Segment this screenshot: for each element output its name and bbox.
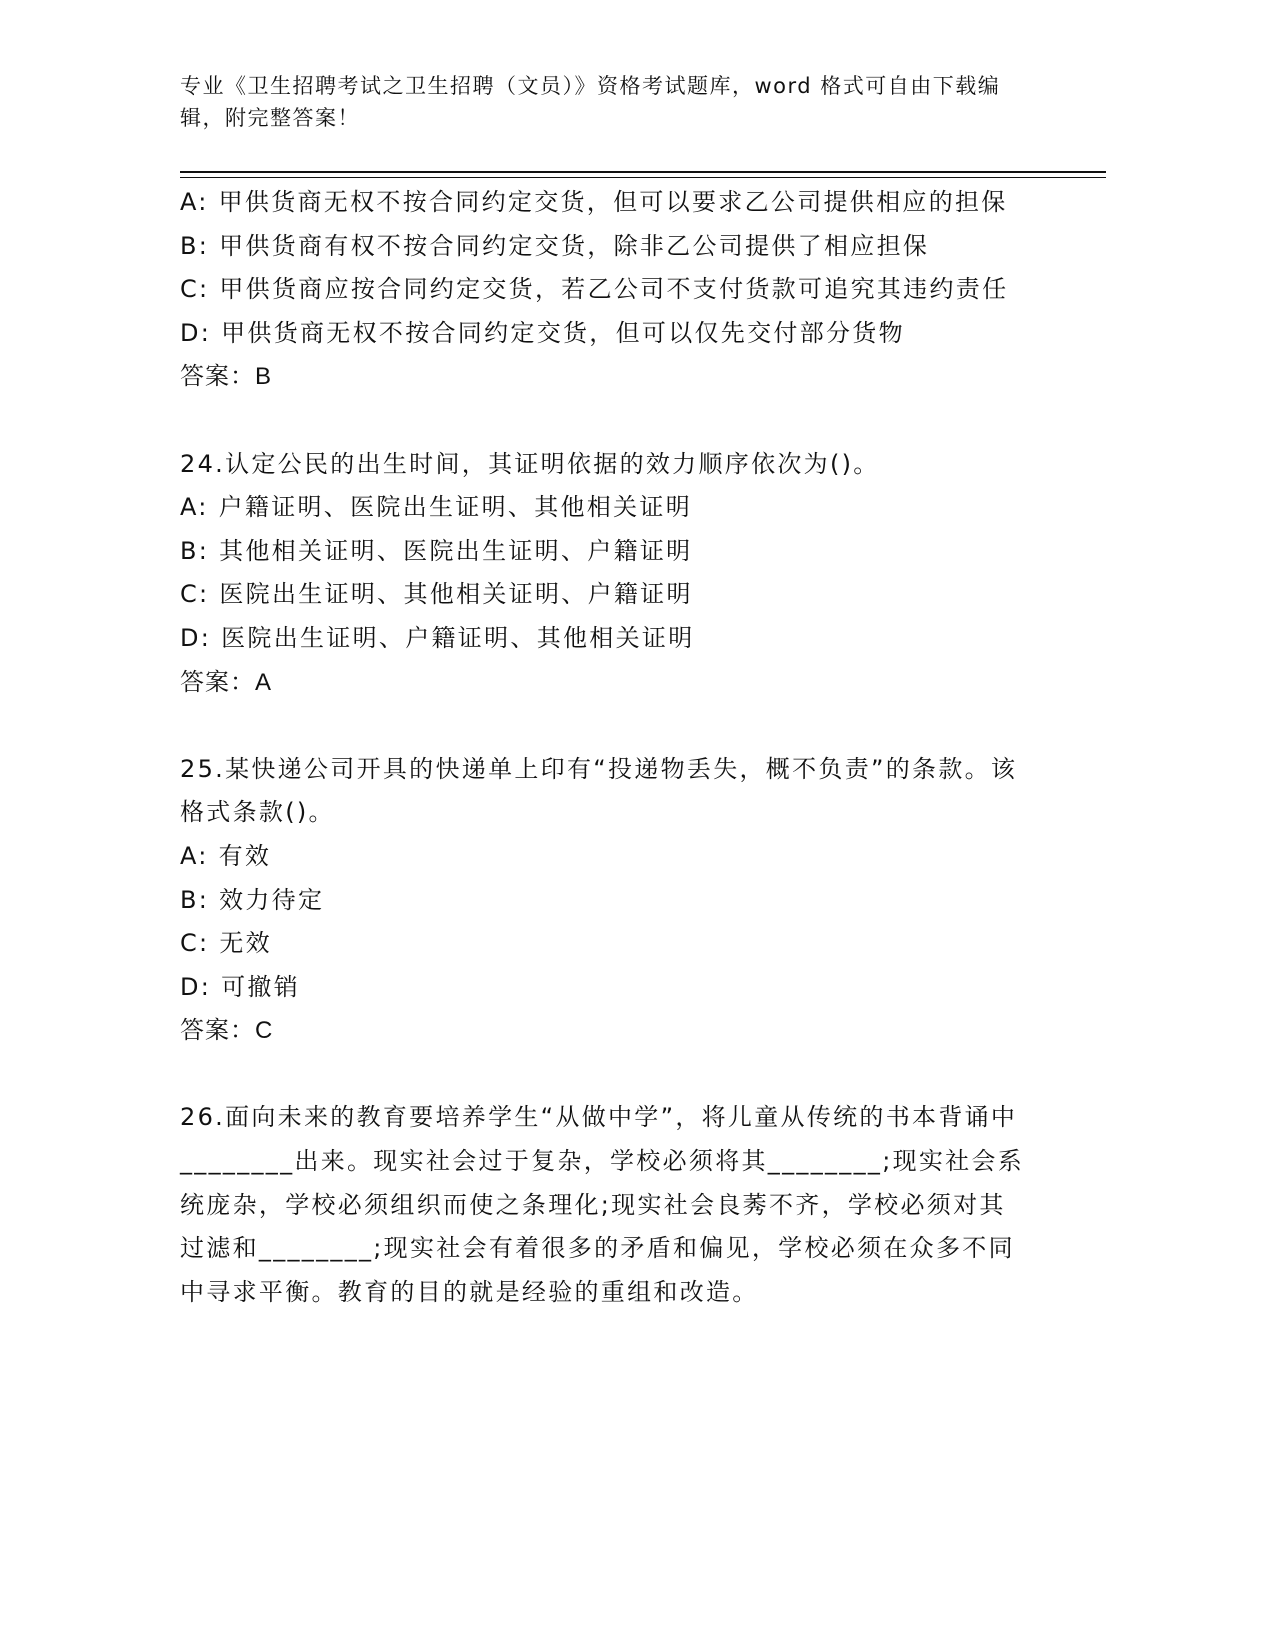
option-a: A: 有效 [180,841,272,870]
question-text: 26.面向未来的教育要培养学生“从做中学”，将儿童从传统的书本背诵中________出来。现实社会过于复杂，学校必须将其________;现实社会系统庞杂，学校必须组织而使之条理化;现实社会良莠不齐，学校必须对其过滤和________;现实社会有着很多的矛盾和偏见，学校必须在众多不同中寻求平衡。教育的目的就是经验的重组和改造。 [180,1103,1025,1306]
option-b: B: 其他相关证明、医院出生证明、户籍证明 [180,536,693,565]
option-c: C: 医院出生证明、其他相关证明、户籍证明 [180,580,693,609]
question-block-24 [180,443,1026,705]
option-d: D: 可撤销 [180,972,300,1001]
option-c: C: 甲供货商应按合同约定交货，若乙公司不支付货款可追究其违约责任 [180,275,1009,304]
question-text: 24.认定公民的出生时间，其证明依据的效力顺序依次为()。 [180,449,880,478]
header-rule-thick [180,171,1106,173]
question-block-26 [180,1096,1026,1314]
option-b: B: 甲供货商有权不按合同约定交货，除非乙公司提供了相应担保 [180,231,930,260]
option-d: D: 医院出生证明、户籍证明、其他相关证明 [180,623,695,652]
option-a: A: 甲供货商无权不按合同约定交货，但可以要求乙公司提供相应的担保 [180,188,1008,216]
answer: 答案：B [180,363,273,391]
option-b: B: 效力待定 [180,885,325,914]
question-block-25 [180,748,1026,1053]
document-header: 专业《卫生招聘考试之卫生招聘（文员）》资格考试题库，word 格式可自由下载编辑，附完整答案！ [180,74,1001,130]
answer: 答案：A [180,668,273,696]
option-c: C: 无效 [180,929,272,958]
question-text: 25.某快递公司开具的快递单上印有“投递物丢失，概不负责”的条款。该格式条款()。 [180,754,1018,827]
option-d: D: 甲供货商无权不按合同约定交货，但可以仅先交付部分货物 [180,318,905,347]
question-block-23 [180,181,1026,399]
header-rule-thin [180,177,1106,178]
answer: 答案：C [180,1017,274,1045]
option-a: A: 户籍证明、医院出生证明、其他相关证明 [180,493,693,522]
question-list [180,181,1026,1314]
